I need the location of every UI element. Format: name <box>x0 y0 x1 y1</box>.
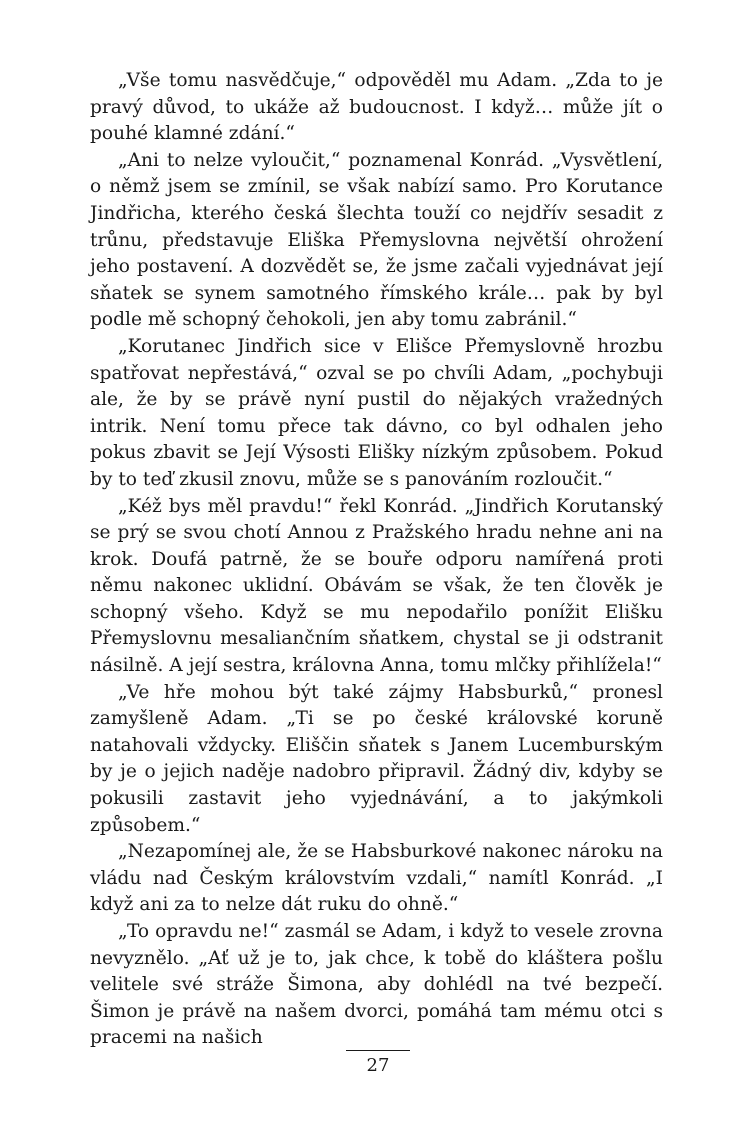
paragraph: „Nezapomínej ale, že se Habsburkové nakonec nároku na vládu nad Českým královstvím vzdali,“ namítl Konrád. „I když ani za to nelze dát ruku do ohně.“ <box>90 841 663 916</box>
paragraph: „Vše tomu nasvědčuje,“ odpověděl mu Adam. „Zda to je pravý důvod, to ukáže až budoucnost. I když… může jít o pouhé klamné zdání.“ <box>90 70 663 145</box>
page-number: 27 <box>366 1055 390 1076</box>
paragraph: „Kéž bys měl pravdu!“ řekl Konrád. „Jindřich Korutanský se prý se svou chotí Annou z Pražského hradu nehne ani na krok. Doufá patrně, že se bouře odporu namířená proti němu nakonec uklidní. Obávám se však, že ten člověk je schopný všeho. Když se mu nepodařilo ponížit Elišku Přemyslovnu mesaliančním sňatkem, chystal se ji odstranit násilně. A její sestra, královna Anna, tomu mlčky přihlížela!“ <box>90 495 663 677</box>
paragraph: „Ve hře mohou být také zájmy Habsburků,“ pronesl zamyšleně Adam. „Ti se po české královské koruně natahovali vždycky. Eliščin sňatek s Janem Lucemburským by je o jejich naděje nadobro připravil. Žádný div, kdyby se pokusili zastavit jeho vyjednávání, a to jakýmkoli způsobem.“ <box>90 681 663 836</box>
paragraph: „To opravdu ne!“ zasmál se Adam, i když to vesele zrovna nevyznělo. „Ať už je to, jak chce, k tobě do kláštera pošlu velitele své stráže Šimona, aby dohlédl na tvé bezpečí. Šimon je právě na našem dvorci, pomáhá tam mému otci s pracemi na našich <box>90 921 663 1049</box>
paragraph: „Ani to nelze vyloučit,“ poznamenal Konrád. „Vysvětlení, o němž jsem se zmínil, se však nabízí samo. Pro Korutance Jindřicha, kterého česká šlechta touží co nejdřív sesadit z trůnu, představuje Eliška Přemyslovna největší ohrožení jeho postavení. A dozvědět se, že jsme začali vyjednávat její sňatek se synem samotného římského krále… pak by byl podle mě schopný čehokoli, jen aby tomu zabránil.“ <box>90 149 663 331</box>
paragraph: „Korutanec Jindřich sice v Elišce Přemyslovně hrozbu spatřovat nepřestává,“ ozval se po chvíli Adam, „pochybuji ale, že by se právě nyní pustil do nějakých vražedných intrik. Není tomu přece tak dávno, co byl odhalen jeho pokus zbavit se Její Výsosti Elišky nízkým způsobem. Pokud by to teď zkusil znovu, může se s panováním rozloučit.“ <box>90 335 663 490</box>
page-number-rule <box>346 1050 410 1051</box>
page-body-text <box>90 68 663 1052</box>
